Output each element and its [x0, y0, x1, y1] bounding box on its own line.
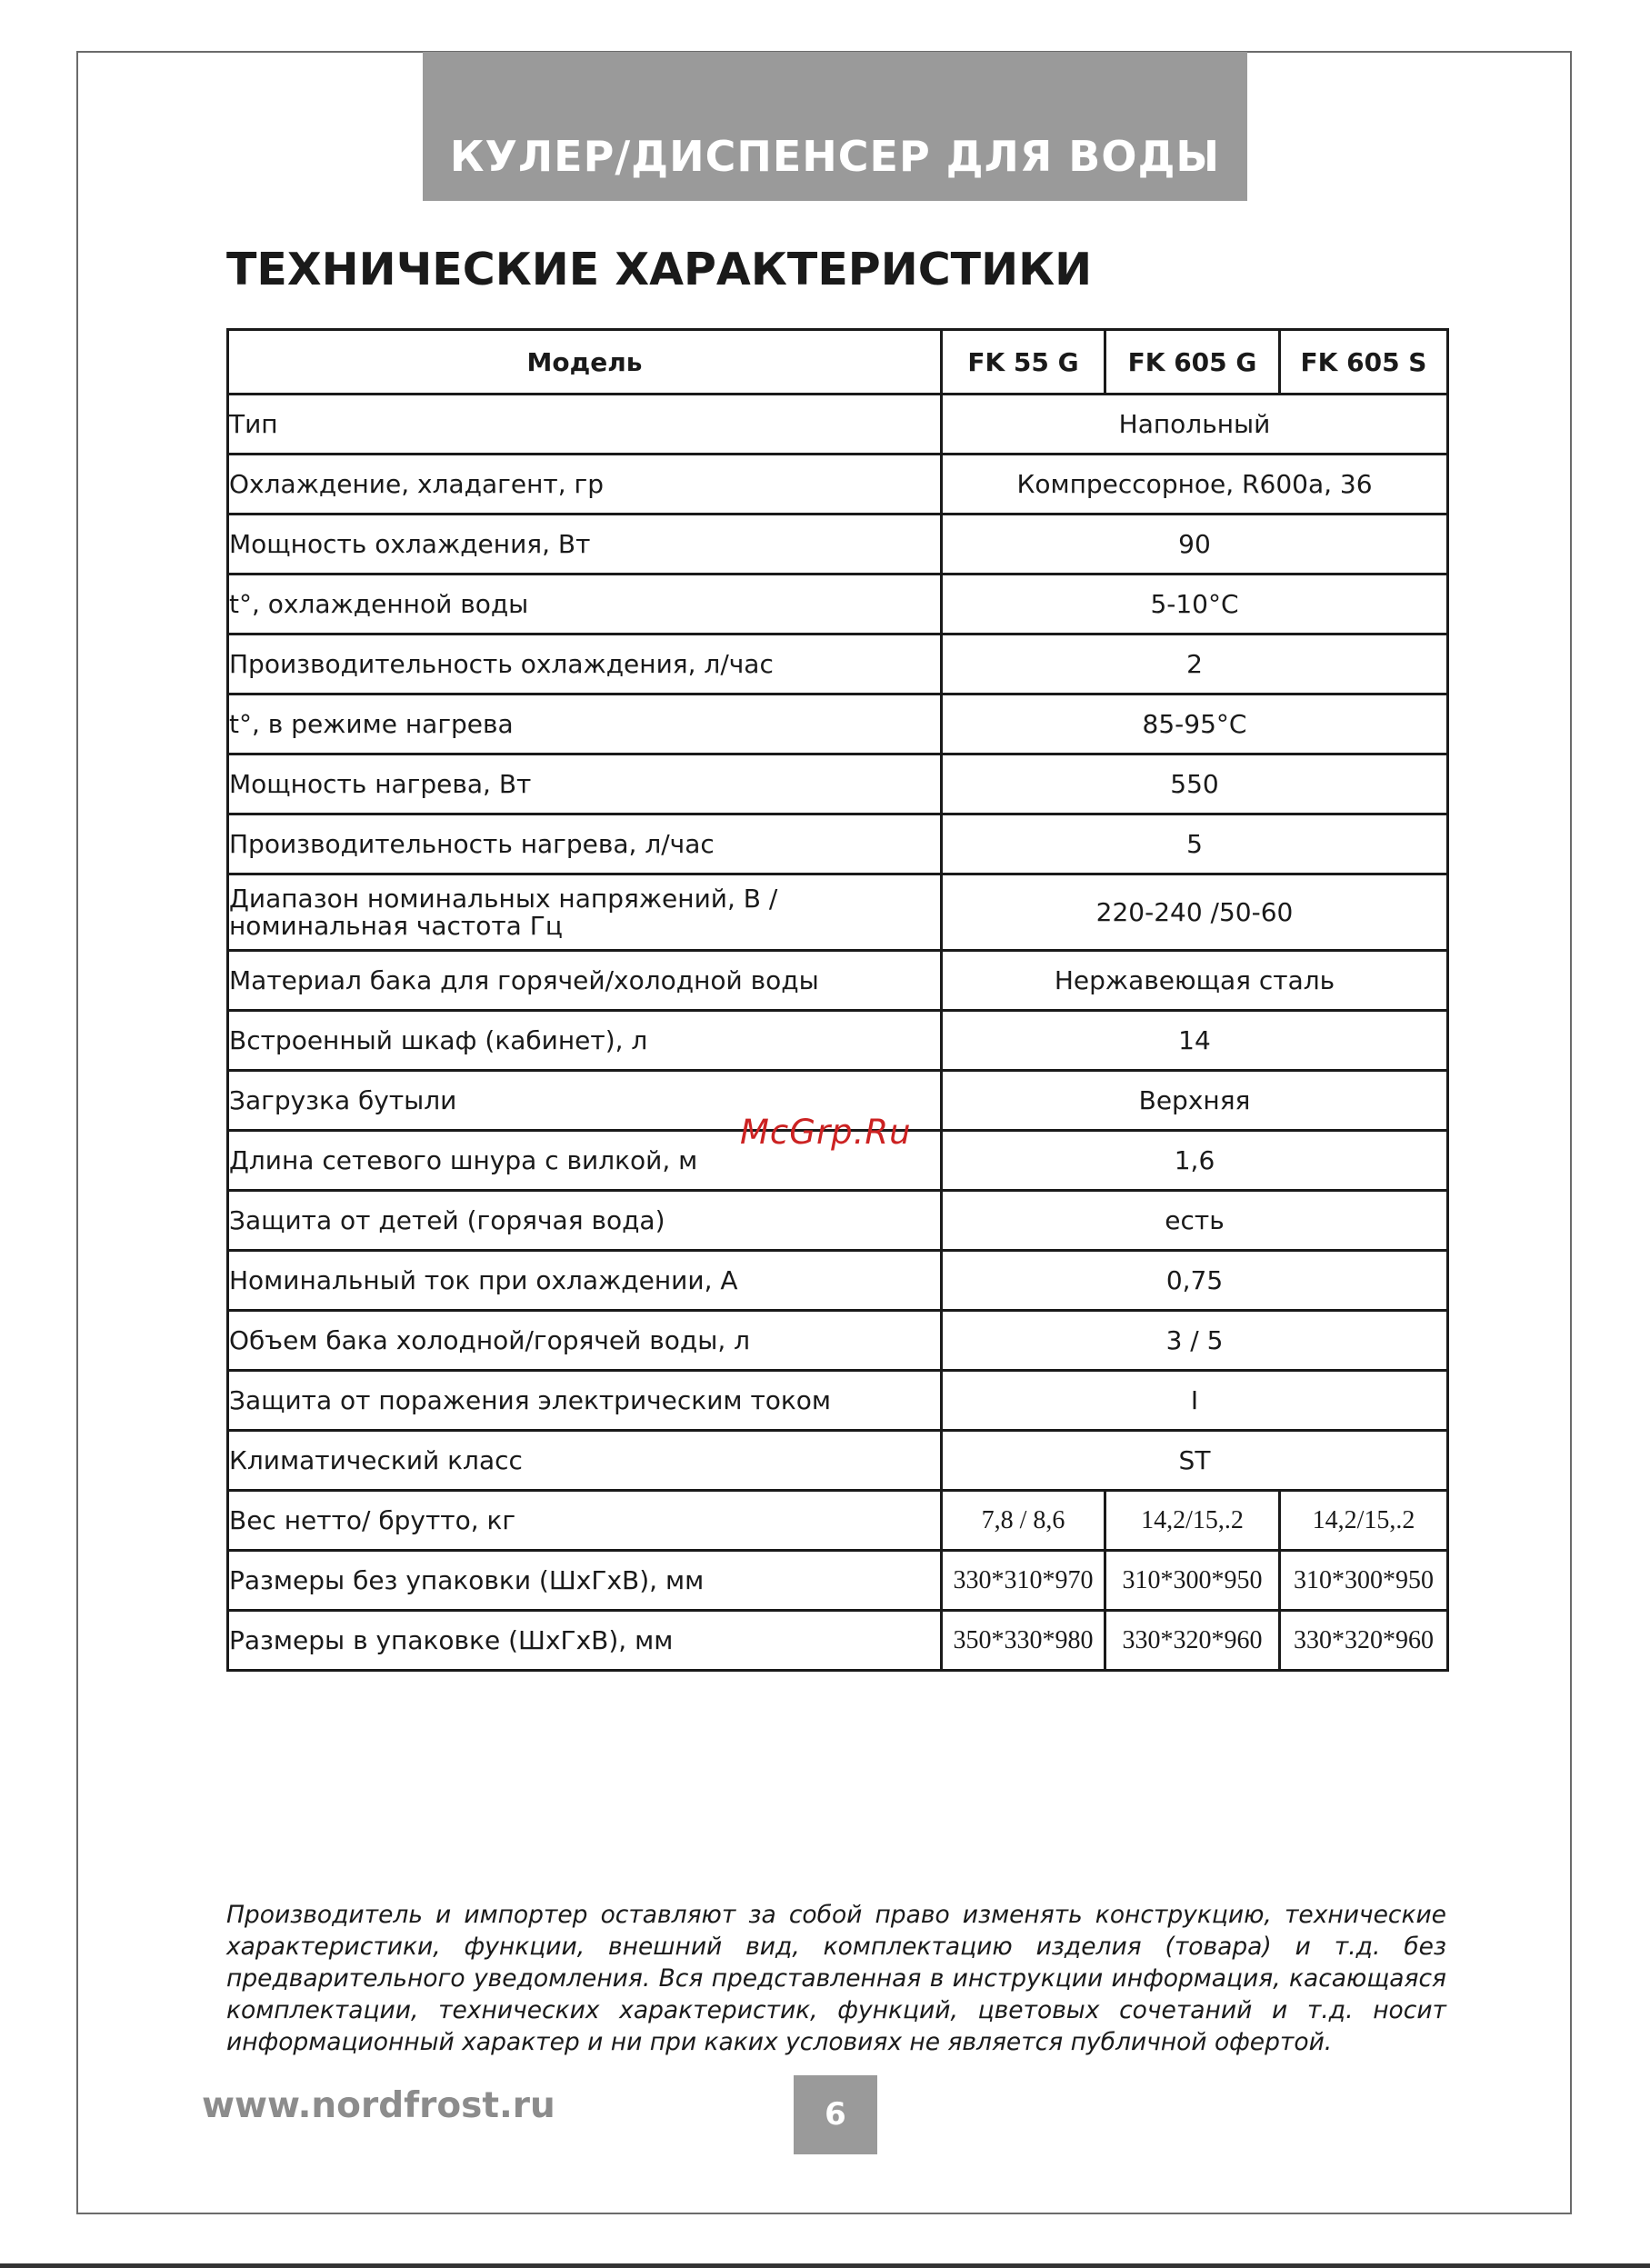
param-label: Охлаждение, хладагент, гр — [228, 455, 942, 515]
model-label: Модель — [228, 330, 942, 395]
param-label: t°, охлажденной воды — [228, 574, 942, 634]
watermark-text: McGrp.Ru — [740, 1113, 912, 1152]
param-value: 14 — [942, 1011, 1448, 1071]
page-number: 6 — [794, 2075, 877, 2154]
param-label: Мощность охлаждения, Вт — [228, 515, 942, 574]
param-label: Защита от поражения электрическим током — [228, 1371, 942, 1431]
param-label: Размеры без упаковки (ШхГхВ), мм — [228, 1551, 942, 1611]
header-title: КУЛЕР/ДИСПЕНСЕР ДЛЯ ВОДЫ — [449, 132, 1221, 181]
param-label: Тип — [228, 395, 942, 455]
table-row — [228, 634, 1448, 694]
param-value-fk605g: 14,2/15,.2 — [1105, 1491, 1280, 1551]
table-row — [228, 1371, 1448, 1431]
param-label: Защита от детей (горячая вода) — [228, 1191, 942, 1251]
param-value: 5 — [942, 814, 1448, 874]
param-value: 550 — [942, 754, 1448, 814]
model-fk55g: FK 55 G — [942, 330, 1105, 395]
model-fk605s: FK 605 S — [1280, 330, 1448, 395]
param-value-fk605s: 14,2/15,.2 — [1280, 1491, 1448, 1551]
param-value: 5-10°С — [942, 574, 1448, 634]
param-value: 2 — [942, 634, 1448, 694]
param-value: Компрессорное, R600a, 36 — [942, 455, 1448, 515]
param-value: 0,75 — [942, 1251, 1448, 1311]
param-value-fk605g: 310*300*950 — [1105, 1551, 1280, 1611]
param-label: Вес нетто/ брутто, кг — [228, 1491, 942, 1551]
param-value: Верхняя — [942, 1071, 1448, 1131]
param-value: Напольный — [942, 395, 1448, 455]
bottom-divider — [0, 2263, 1650, 2268]
param-value-fk55g: 350*330*980 — [942, 1611, 1105, 1671]
param-label: t°, в режиме нагрева — [228, 694, 942, 754]
param-label — [228, 874, 942, 951]
website-link[interactable]: www.nordfrost.ru — [202, 2085, 555, 2126]
param-value-fk55g: 7,8 / 8,6 — [942, 1491, 1105, 1551]
param-value: 85-95°С — [942, 694, 1448, 754]
disclaimer-text: Производитель и импортер оставляют за собой право изменять конструкцию, технические характеристики, функции, внешний вид, комплектацию изделия (товара) и т.д. без предварительного уведомления. Вся представленная в инструкции информация, касающаяся комплектации, технических характеристик, функций, цветовых сочетаний и т.д. носит информационный характер и ни при каких условиях не является публичной офертой. — [226, 1901, 1446, 2056]
table-row — [228, 874, 1448, 951]
section-title: ТЕХНИЧЕСКИЕ ХАРАКТЕРИСТИКИ — [226, 244, 1093, 295]
param-label: Производительность нагрева, л/час — [228, 814, 942, 874]
table-header-row — [228, 330, 1448, 395]
table-row — [228, 1491, 1448, 1551]
param-value: 220-240 /50-60 — [942, 874, 1448, 951]
table-row — [228, 574, 1448, 634]
table-row — [228, 1611, 1448, 1671]
table-row — [228, 1551, 1448, 1611]
table-row — [228, 1311, 1448, 1371]
param-value: 3 / 5 — [942, 1311, 1448, 1371]
param-value-fk605g: 330*320*960 — [1105, 1611, 1280, 1671]
param-label-line: Диапазон номинальных напряжений, В / — [229, 883, 778, 914]
param-label: Климатический класс — [228, 1431, 942, 1491]
param-label: Встроенный шкаф (кабинет), л — [228, 1011, 942, 1071]
param-label: Номинальный ток при охлаждении, А — [228, 1251, 942, 1311]
table-row — [228, 455, 1448, 515]
table-row — [228, 951, 1448, 1011]
table-row — [228, 1251, 1448, 1311]
table-row — [228, 1191, 1448, 1251]
param-value: 90 — [942, 515, 1448, 574]
table-row — [228, 814, 1448, 874]
param-label: Загрузка бутыли — [228, 1071, 942, 1131]
table-row — [228, 1431, 1448, 1491]
param-label: Производительность охлаждения, л/час — [228, 634, 942, 694]
table-row — [228, 1011, 1448, 1071]
param-value: Нержавеющая сталь — [942, 951, 1448, 1011]
param-label: Длина сетевого шнура с вилкой, м — [228, 1131, 942, 1191]
model-fk605g: FK 605 G — [1105, 330, 1280, 395]
table-row — [228, 694, 1448, 754]
table-row — [228, 754, 1448, 814]
table-row — [228, 395, 1448, 455]
param-value-fk605s: 330*320*960 — [1280, 1611, 1448, 1671]
param-value: ST — [942, 1431, 1448, 1491]
param-label: Мощность нагрева, Вт — [228, 754, 942, 814]
spec-table — [226, 328, 1449, 1672]
param-value-fk55g: 330*310*970 — [942, 1551, 1105, 1611]
header-banner — [423, 52, 1247, 201]
param-label-line: номинальная частота Гц — [229, 910, 563, 941]
param-label: Объем бака холодной/горячей воды, л — [228, 1311, 942, 1371]
param-value-fk605s: 310*300*950 — [1280, 1551, 1448, 1611]
param-value: I — [942, 1371, 1448, 1431]
param-value: есть — [942, 1191, 1448, 1251]
param-label: Размеры в упаковке (ШхГхВ), мм — [228, 1611, 942, 1671]
param-label: Материал бака для горячей/холодной воды — [228, 951, 942, 1011]
table-row — [228, 515, 1448, 574]
param-value: 1,6 — [942, 1131, 1448, 1191]
